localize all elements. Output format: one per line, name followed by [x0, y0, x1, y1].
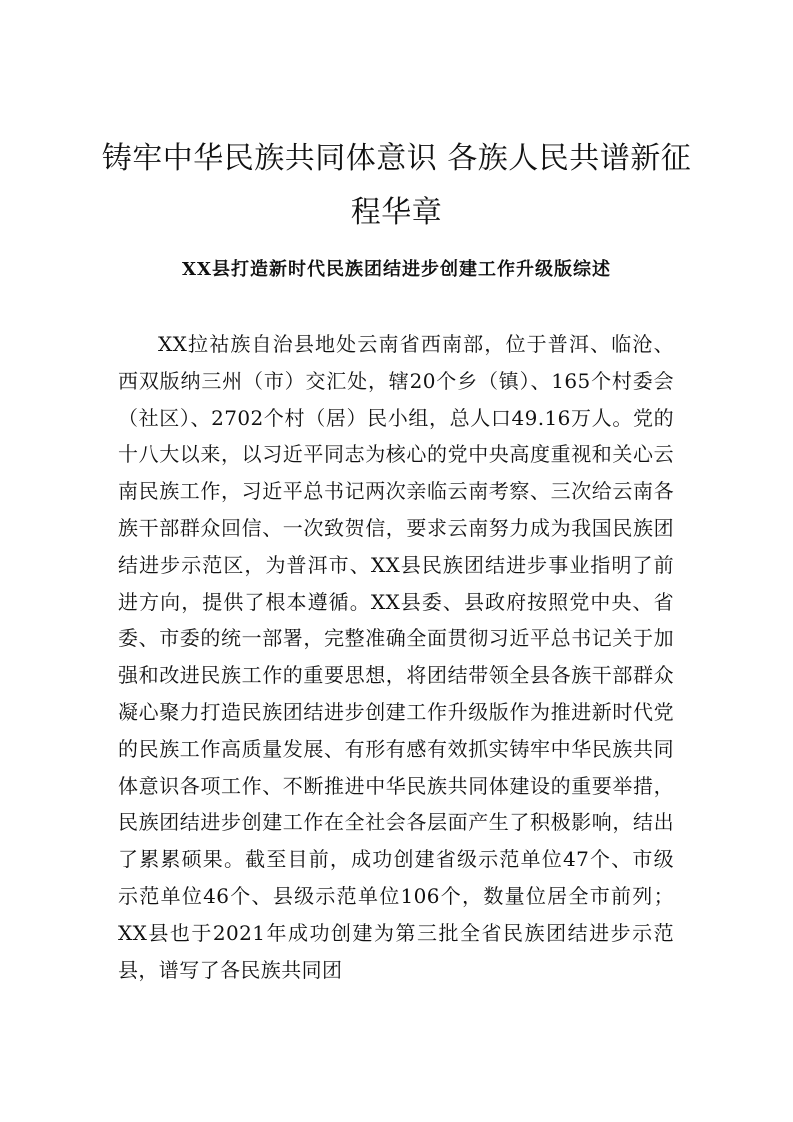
body-paragraph: XX拉祜族自治县地处云南省西南部，位于普洱、临沧、西双版纳三州（市）交汇处，辖20个乡（镇）、165个村委会（社区）、2702个村（居）民小组，总人口49.16万人。党的十八大以来，以习近平同志为核心的党中央高度重视和关心云南民族工作，习近平总书记两次亲临云南考察、三次给云南各族干部群众回信、一次致贺信，要求云南努力成为我国民族团结进步示范区，为普洱市、XX县民族团结进步事业指明了前进方向，提供了根本遵循。XX县委、县政府按照党中央、省委、市委的统一部署，完整准确全面贯彻习近平总书记关于加强和改进民族工作的重要思想，将团结带领全县各族干部群众凝心聚力打造民族团结进步创建工作升级版作为推进新时代党的民族工作高质量发展、有形有感有效抓实铸牢中华民族共同体意识各项工作、不断推进中华民族共同体建设的重要举措，民族团结进步创建工作在全社会各层面产生了积极影响，结出了累累硕果。截至目前，成功创建省级示范单位47个、市级示范单位46个、县级示范单位106个，数量位居全市前列；XX县也于2021年成功创建为第三批全省民族团结进步示范县，谱写了各民族共同团 — [118, 332, 674, 982]
document-title: 铸牢中华民族共同体意识 各族人民共谱新征程华章 — [101, 141, 692, 230]
document-subtitle: XX县打造新时代民族团结进步创建工作升级版综述 — [182, 259, 611, 280]
